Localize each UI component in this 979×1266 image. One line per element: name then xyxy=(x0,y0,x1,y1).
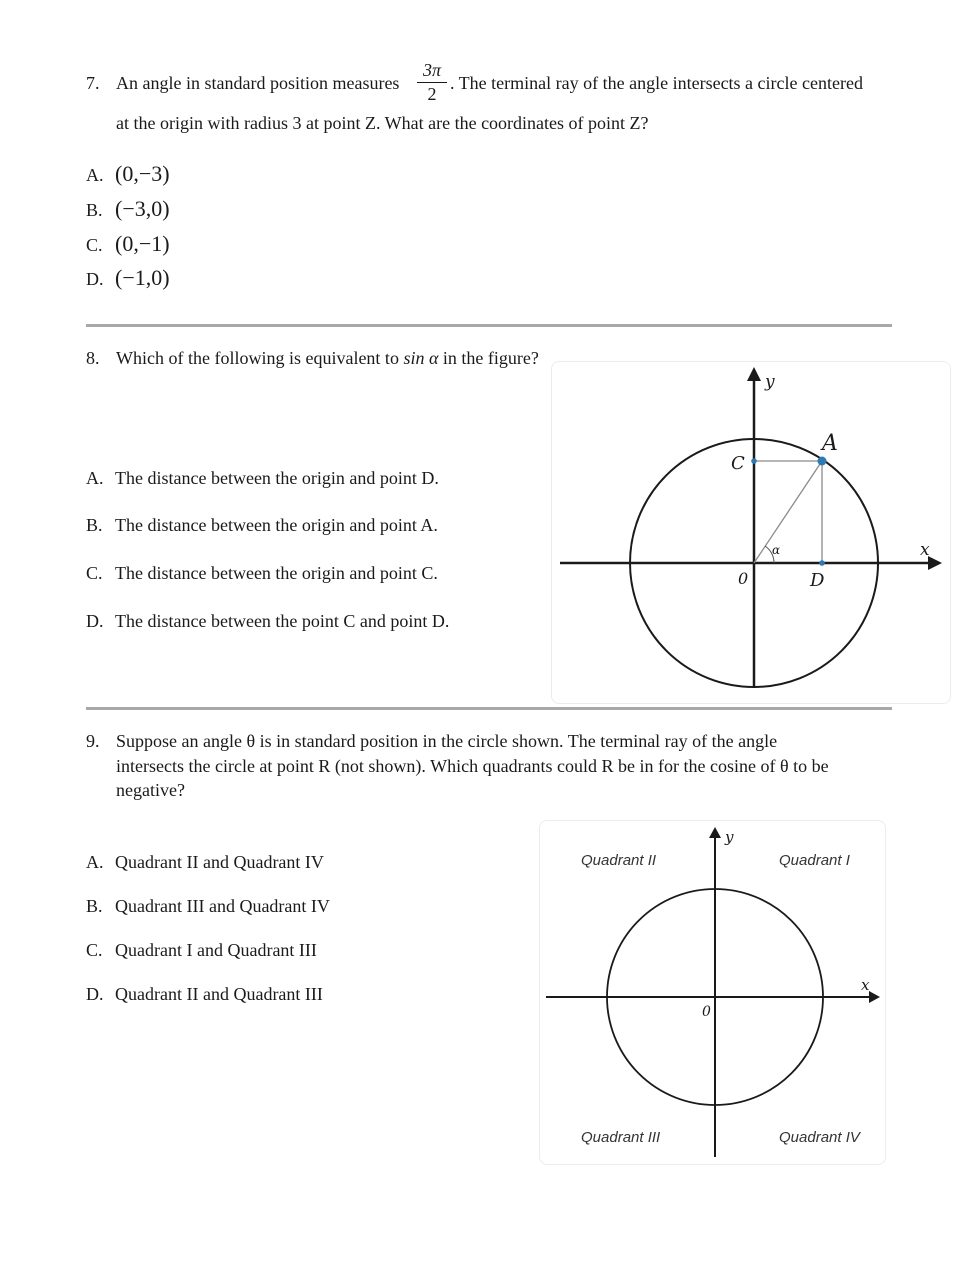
choice-label: A. xyxy=(86,468,104,488)
q8-choice-a[interactable] xyxy=(86,468,439,489)
q9-stem-line1: Suppose an angle θ is in standard position in the circle shown. The terminal ray of the angle xyxy=(116,731,778,751)
q7-choice-c[interactable] xyxy=(86,231,170,257)
choice-text: The distance between the origin and point A. xyxy=(115,515,438,535)
choice-label: C. xyxy=(86,940,103,960)
y-axis-arrow-icon xyxy=(747,367,761,381)
x-axis-label: x xyxy=(861,976,870,994)
choice-text: The distance between the point C and point D. xyxy=(115,611,450,631)
choice-text: The distance between the origin and point C. xyxy=(115,563,438,583)
choice-text: Quadrant II and Quadrant IV xyxy=(115,852,324,872)
q8-choice-b[interactable] xyxy=(86,515,438,536)
q8-choice-d[interactable] xyxy=(86,611,449,632)
q9-choice-d[interactable] xyxy=(86,984,323,1005)
y-axis-arrow-icon xyxy=(709,827,721,838)
q9-choice-b[interactable] xyxy=(86,896,330,917)
quadrant-4-label: Quadrant IV xyxy=(779,1129,860,1146)
q8-figure xyxy=(551,361,951,704)
quadrant-3-label: Quadrant III xyxy=(581,1129,661,1146)
y-axis-label: y xyxy=(765,372,775,392)
q9-figure xyxy=(539,820,886,1165)
section-divider-2 xyxy=(86,707,892,710)
q7-number: 7. xyxy=(86,73,100,93)
point-c-label: C xyxy=(731,453,745,474)
x-axis-label: x xyxy=(920,540,930,560)
choice-text: Quadrant III and Quadrant IV xyxy=(115,896,330,916)
choice-text: Quadrant II and Quadrant III xyxy=(115,984,323,1004)
origin-label: 0 xyxy=(702,1004,711,1020)
choice-label: A. xyxy=(86,165,104,185)
quadrant-2-label: Quadrant II xyxy=(581,852,657,869)
choice-label: D. xyxy=(86,984,104,1004)
quadrant-1-label: Quadrant I xyxy=(779,852,850,869)
q9-choice-a[interactable] xyxy=(86,852,324,873)
origin-label: 0 xyxy=(738,569,749,588)
q7-stem-part1: An angle in standard position measures xyxy=(116,73,400,93)
q9-choice-c[interactable] xyxy=(86,940,317,961)
choice-label: B. xyxy=(86,896,103,916)
point-c-dot xyxy=(751,458,757,464)
q8-stem-before: Which of the following is equivalent to xyxy=(116,348,399,368)
choice-label: D. xyxy=(86,269,104,289)
q7-fraction-denominator: 2 xyxy=(427,84,437,104)
choice-label: B. xyxy=(86,200,103,220)
q8-number: 8. xyxy=(86,348,100,368)
choice-label: C. xyxy=(86,235,103,255)
x-axis-arrow-icon xyxy=(928,556,942,570)
x-axis-arrow-icon xyxy=(869,991,880,1003)
q8-math-sin-alpha: sin α xyxy=(403,348,439,368)
q7-stem-line2: at the origin with radius 3 at point Z. What are the coordinates of point Z? xyxy=(116,113,649,133)
choice-label: A. xyxy=(86,852,104,872)
q8-choice-c[interactable] xyxy=(86,563,438,584)
q7-choice-b[interactable] xyxy=(86,196,170,222)
choice-text: Quadrant I and Quadrant III xyxy=(115,940,317,960)
q7-stem-part2: . The terminal ray of the angle intersects a circle centered xyxy=(450,73,863,93)
q8-stem-after: in the figure? xyxy=(442,348,539,368)
point-a-dot xyxy=(818,457,827,466)
point-d-dot xyxy=(819,560,825,566)
choice-label: B. xyxy=(86,515,103,535)
q7-fraction xyxy=(417,60,447,105)
radius-segment-oa xyxy=(754,461,822,563)
section-divider-1 xyxy=(86,324,892,327)
q7-choice-d[interactable] xyxy=(86,265,170,291)
choice-text: The distance between the origin and point D. xyxy=(115,468,439,488)
angle-alpha-label: α xyxy=(772,543,781,557)
q8-unit-circle-diagram xyxy=(552,362,950,703)
choice-label: C. xyxy=(86,563,103,583)
q7-fraction-numerator: 3π xyxy=(422,60,442,80)
y-axis-label: y xyxy=(725,828,734,846)
q9-stem-line2: intersects the circle at point R (not shown). Which quadrants could R be in for the cosine of θ to be xyxy=(116,756,829,776)
q9-stem-line3: negative? xyxy=(116,780,185,800)
point-a-label: A xyxy=(822,431,838,456)
choice-text: (0,−3) xyxy=(115,161,170,186)
choice-text: (−3,0) xyxy=(115,196,170,221)
q7-fraction-bar xyxy=(417,82,447,83)
q7-choice-a[interactable] xyxy=(86,161,170,187)
point-d-label: D xyxy=(810,570,825,591)
choice-label: D. xyxy=(86,611,104,631)
q9-number: 9. xyxy=(86,731,100,751)
choice-text: (0,−1) xyxy=(115,231,170,256)
choice-text: (−1,0) xyxy=(115,265,170,290)
q9-quadrant-circle-diagram xyxy=(540,821,885,1164)
q8-stem xyxy=(116,348,539,369)
